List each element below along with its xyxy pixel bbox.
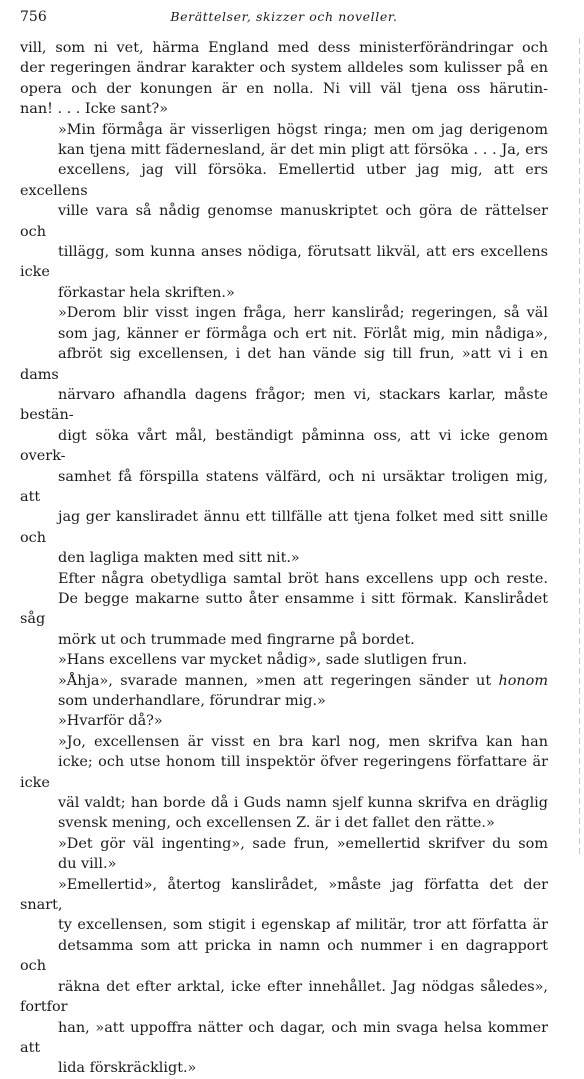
text-line: lida förskräckligt.» — [58, 1060, 197, 1077]
text-line: »Åhja», svarade mannen, »men att regeringen sänder ut honom — [58, 672, 548, 689]
page-header — [20, 6, 548, 28]
paragraph — [20, 711, 548, 731]
text-line: som underhandlare, förundrar mig.» — [58, 693, 326, 709]
text-line: kan tjena mitt fädernesland, är det min pligt att försöka . . . Ja, ers — [58, 142, 548, 159]
text-line: samhet få förspilla statens välfärd, och ni ursäktar troligen mig, att — [20, 468, 548, 505]
text-line: »Det gör väl ingenting», sade frun, »emellertid skrifver du som — [58, 835, 548, 852]
text-line: vill, som ni vet, härma England med dess ministerförändringar och — [20, 40, 548, 56]
text-line: svensk mening, och excellensen Z. är i det fallet den rätte.» — [58, 815, 495, 832]
text-line: der regeringen ändrar karakter och system alldeles som kulisser på en — [20, 60, 548, 77]
running-title: Berättelser, skizzer och noveller. — [170, 9, 398, 24]
text-line: De begge makarne sutto åter ensamme i sitt förmak. Kanslirådet såg — [20, 590, 548, 628]
emphasized-word: honom — [498, 672, 548, 689]
text-line: Efter några obetydliga samtal bröt hans excellens upp och reste. — [58, 570, 548, 587]
paragraph — [20, 38, 548, 120]
text-line: excellens, jag vill försöka. Emellertid utber jag mig, att ers excellens — [20, 162, 548, 199]
paragraph — [20, 650, 548, 670]
text-line: »Jo, excellensen är visst en bra karl nog, men skrifva kan han — [58, 733, 548, 750]
text-line: »Min förmåga är visserligen högst ringa; men om jag derigenom — [58, 121, 548, 138]
text-line: »Emellertid», återtog kanslirådet, »måste jag författa det der snart, — [20, 876, 548, 914]
text-line: ville vara så nådig genomse manuskriptet och göra de rättelser och — [20, 203, 548, 240]
text-line: närvaro afhandla dagens frågor; men vi, stackars karlar, måste bestän- — [20, 386, 548, 424]
text-line: räkna det efter arktal, icke efter innehållet. Jag nödgas således», fortfor — [20, 978, 548, 1016]
text-line: afbröt sig excellensen, i det han vände sig till frun, »att vi i en dams — [20, 346, 548, 383]
text-line: »Hvarför då?» — [58, 713, 163, 730]
text-line: opera och der konungen är en nolla. Ni vill väl tjena oss härutin- — [20, 80, 548, 97]
paragraph — [20, 569, 548, 651]
text-line: detsamma som att pricka in namn och nummer i en dagrapport och — [20, 937, 548, 975]
paragraph — [20, 875, 548, 1079]
paragraph — [20, 671, 548, 712]
page-edge-rule — [579, 38, 580, 858]
text-line: ty excellensen, som stigit i egenskap af militär, tror att författa är — [58, 917, 548, 934]
text-line: jag ger kansliradet ännu ett tillfälle att tjena folket med sitt snille och — [20, 509, 548, 546]
page-number: 756 — [20, 9, 47, 25]
paragraph — [20, 834, 548, 875]
paragraph — [20, 120, 548, 304]
paragraph — [20, 303, 548, 568]
text-line: mörk ut och trummade med fingrarne på bordet. — [58, 631, 415, 648]
text-line: förkastar hela skriften.» — [58, 284, 235, 301]
paragraph — [20, 732, 548, 834]
text-line: »Derom blir visst ingen fråga, herr kansliråd; regeringen, så väl — [58, 305, 548, 322]
text-line: den lagliga makten med sitt nit.» — [58, 550, 300, 567]
text-line: som jag, känner er förmåga och ert nit. Förlåt mig, min nådiga», — [58, 325, 548, 342]
text-line: tillägg, som kunna anses nödiga, förutsatt likväl, att ers excellens icke — [20, 244, 548, 281]
text-line: icke; och utse honom till inspektör öfver regeringens författare är icke — [20, 754, 548, 791]
text-line: du vill.» — [58, 856, 117, 873]
body-text — [20, 38, 548, 1079]
text-line: nan! . . . Icke sant?» — [20, 101, 169, 118]
text-line: digt söka vårt mål, beständigt påminna oss, att vi icke genom overk- — [20, 427, 548, 465]
text-line: väl valdt; han borde då i Guds namn sjelf kunna skrifva en dräglig — [58, 795, 548, 812]
text-line: han, »att uppoffra nätter och dagar, och min svaga helsa kommer att — [20, 1019, 548, 1056]
text-line: »Hans excellens var mycket nådig», sade slutligen frun. — [58, 652, 468, 669]
